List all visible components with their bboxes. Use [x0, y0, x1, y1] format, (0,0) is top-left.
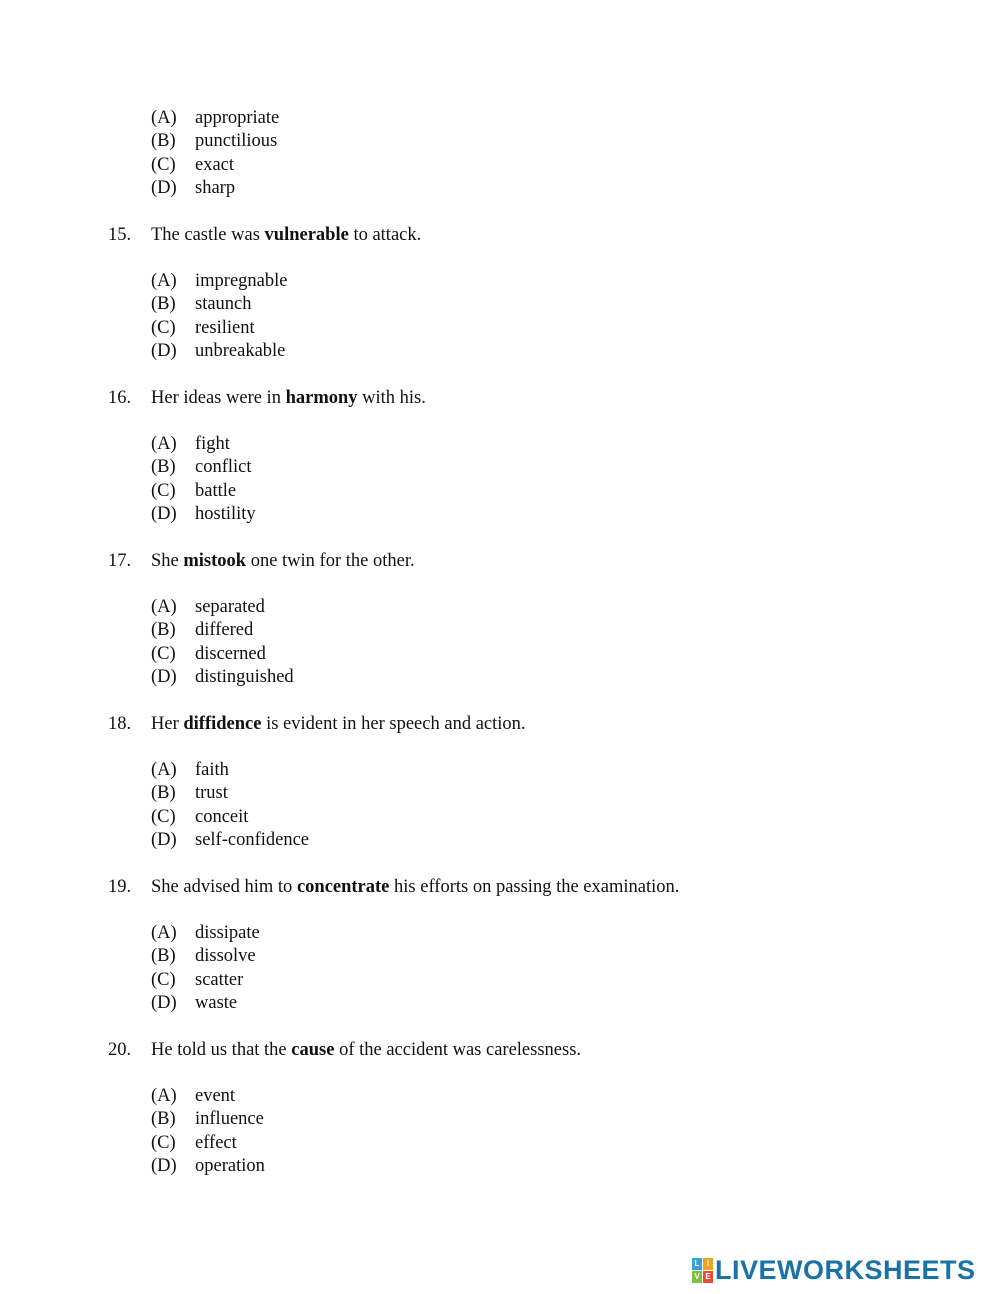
q19-option-a: (A) dissipate: [151, 923, 260, 943]
q19-option-b: (B) dissolve: [151, 946, 256, 966]
q18-option-b: (B) trust: [151, 783, 228, 803]
q16-option-b: (B) conflict: [151, 457, 252, 477]
keyword: vulnerable: [264, 225, 349, 245]
keyword: harmony: [285, 388, 358, 408]
q17-option-a: (A) separated: [151, 597, 265, 617]
q15-option-b: (B) staunch: [151, 294, 252, 314]
logo-text: LIVEWORKSHEETS: [715, 1255, 976, 1285]
q16-option-d: (D) hostility: [151, 504, 256, 524]
q15-option-a: (A) impregnable: [151, 271, 288, 291]
worksheet-page: (A) appropriate (B) punctilious (C) exact (D) sharp 15. The castle was vulnerable to attack. (A) impregnable (B) staunch (C) resilient (D) unbreakable 16. Her ideas were in harmony with his. (A) fight (B) conflict (C) battle (D) hostility 17. She mistook one twin for the other. (A) separated (B) differed (C) discerned (D) distinguished 18. Her diffidence is evident in her speech and action. (A) faith (B) trust (C) conceit (D) self-confidence 19. She advised him to concentrate his efforts on passing the examination. (A) dissipate (B) dissolve (C) scatter (D) waste 20. He told us that the cause of the accident was carelessness. (A) event (B) influence (C) effect (D) operation L I V E LIVEWORKSHEETS: [108, 108, 976, 1285]
q15-option-c: (C) resilient: [151, 318, 255, 338]
prev-option-b: (B) punctilious: [151, 131, 278, 151]
q20-option-c: (C) effect: [151, 1133, 237, 1153]
q17-option-b: (B) differed: [151, 620, 254, 640]
liveworksheets-logo: [692, 1256, 976, 1284]
q15-option-d: (D) unbreakable: [151, 341, 286, 361]
q16-option-a: (A) fight: [151, 434, 230, 454]
q18-option-c: (C) conceit: [151, 807, 249, 827]
q19-option-c: (C) scatter: [151, 970, 244, 990]
keyword: cause: [291, 1040, 335, 1060]
q17-option-d: (D) distinguished: [151, 667, 294, 687]
q16-option-c: (C) battle: [151, 481, 237, 501]
q20-option-d: (D) operation: [151, 1156, 265, 1176]
keyword: diffidence: [183, 714, 262, 734]
q18-option-a: (A) faith: [151, 760, 229, 780]
q17-option-c: (C) discerned: [151, 644, 266, 664]
q20-option-b: (B) influence: [151, 1109, 264, 1129]
prev-option-d: (D) sharp: [151, 178, 236, 198]
prev-option-a: (A) appropriate: [151, 108, 280, 128]
q19-option-d: (D) waste: [151, 993, 238, 1013]
prev-option-c: (C) exact: [151, 155, 235, 175]
q20-option-a: (A) event: [151, 1086, 236, 1106]
q18-option-d: (D) self-confidence: [151, 830, 310, 850]
keyword: concentrate: [296, 877, 390, 897]
logo-mark-icon: L I V E: [692, 1258, 712, 1282]
keyword: mistook: [183, 551, 247, 571]
